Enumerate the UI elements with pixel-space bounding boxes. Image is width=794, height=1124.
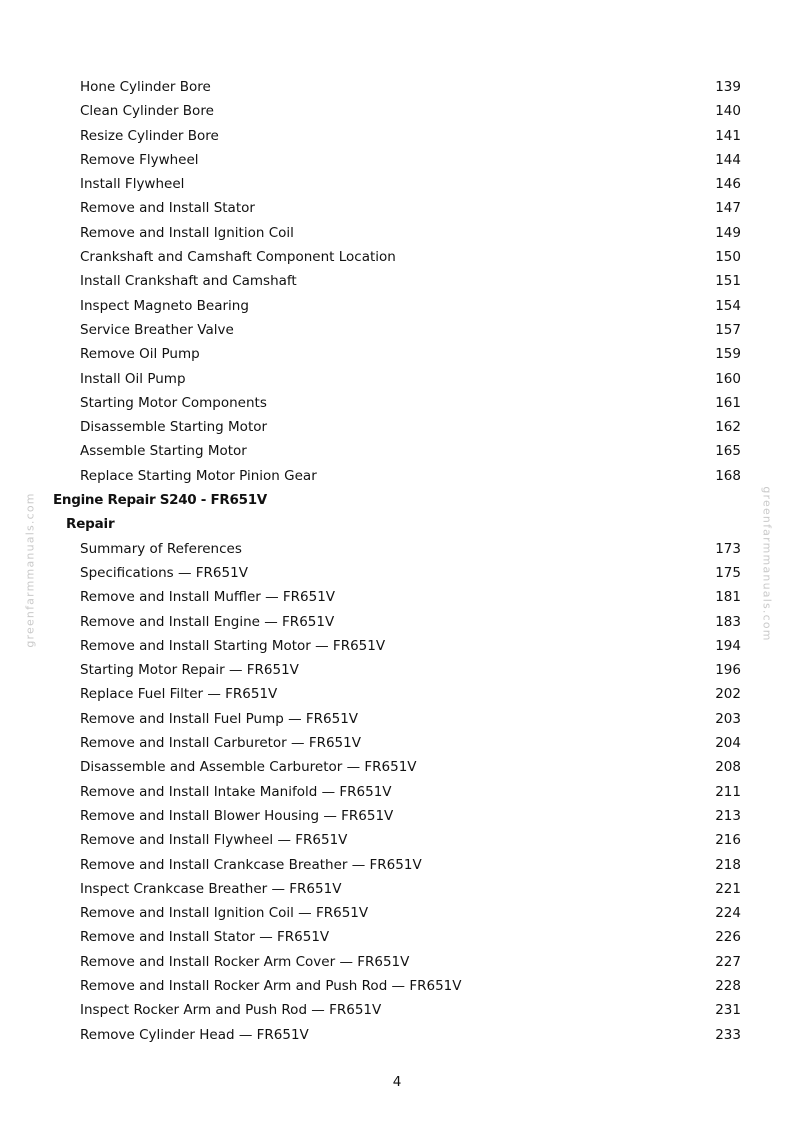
toc-entry-page-number[interactable]: 208 [715, 759, 741, 776]
toc-entry-page-number[interactable]: 157 [715, 321, 741, 338]
toc-entry[interactable] [0, 294, 794, 318]
toc-entry-page-number[interactable]: 160 [715, 370, 741, 387]
toc-entry-title[interactable]: Service Breather Valve [80, 321, 234, 338]
toc-entry-title[interactable]: Remove and Install Ignition Coil — FR651V [80, 905, 369, 922]
toc-entry[interactable] [0, 707, 794, 731]
toc-entry[interactable] [0, 853, 794, 877]
toc-entry[interactable] [0, 804, 794, 828]
watermark-right: greenfarmmanuals.com [760, 486, 774, 642]
toc-entry-title[interactable]: Crankshaft and Camshaft Component Location [80, 249, 396, 266]
toc-entry-title[interactable]: Starting Motor Components [80, 394, 267, 411]
toc-entry-title[interactable]: Remove and Install Muffler — FR651V [80, 589, 336, 606]
toc-entry-title[interactable]: Install Crankshaft and Camshaft [80, 273, 297, 290]
toc-entry-page-number[interactable]: 194 [715, 637, 741, 654]
toc-entry[interactable] [0, 367, 794, 391]
toc-entry[interactable] [0, 1023, 794, 1047]
toc-entry-title[interactable]: Inspect Magneto Bearing [80, 297, 249, 314]
toc-entry-title[interactable]: Remove and Install Stator — FR651V [80, 929, 330, 946]
toc-entry-title[interactable]: Remove and Install Carburetor — FR651V [80, 735, 361, 752]
toc-entry-page-number[interactable]: 218 [715, 856, 741, 873]
toc-entry[interactable] [0, 925, 794, 949]
toc-entry[interactable] [0, 148, 794, 172]
toc-entry-page-number[interactable]: 146 [715, 176, 741, 193]
toc-entry-title[interactable]: Remove and Install Engine — FR651V [80, 613, 335, 630]
toc-entry-page-number[interactable]: 221 [715, 880, 741, 897]
toc-entry-title[interactable]: Remove and Install Intake Manifold — FR651V [80, 783, 392, 800]
toc-entry-page-number[interactable]: 226 [715, 929, 741, 946]
toc-entry-page-number[interactable]: 216 [715, 832, 741, 849]
toc-entry-title[interactable]: Repair [66, 516, 115, 533]
toc-entry[interactable] [0, 196, 794, 220]
toc-entry-page-number[interactable]: 154 [715, 297, 741, 314]
toc-entry-page-number[interactable]: 211 [715, 783, 741, 800]
toc-entry-title[interactable]: Inspect Crankcase Breather — FR651V [80, 880, 342, 897]
toc-entry[interactable] [0, 585, 794, 609]
toc-entry-page-number[interactable]: 181 [715, 589, 741, 606]
toc-entry[interactable] [0, 439, 794, 463]
toc-entry-page-number[interactable]: 161 [715, 394, 741, 411]
toc-entry-page-number[interactable]: 147 [715, 200, 741, 217]
toc-entry[interactable] [0, 537, 794, 561]
toc-entry-page-number[interactable]: 151 [715, 273, 741, 290]
toc-entry-page-number[interactable]: 203 [715, 710, 741, 727]
toc-entry-title[interactable]: Engine Repair S240 - FR651V [53, 492, 267, 509]
toc-entry-title[interactable]: Remove Cylinder Head — FR651V [80, 1026, 309, 1043]
toc-entry[interactable] [0, 75, 794, 99]
toc-entry[interactable] [0, 634, 794, 658]
toc-entry-page-number[interactable]: 224 [715, 905, 741, 922]
toc-entry-page-number[interactable]: 162 [715, 419, 741, 436]
toc-entry-page-number[interactable]: 196 [715, 662, 741, 679]
toc-entry[interactable] [0, 318, 794, 342]
watermark-left: greenfarmmanuals.com [23, 492, 37, 648]
toc-entry-title[interactable]: Hone Cylinder Bore [80, 79, 211, 95]
toc-entry-page-number[interactable]: 227 [715, 953, 741, 970]
toc-entry-page-number[interactable]: 202 [715, 686, 741, 703]
toc-entry-title[interactable]: Remove and Install Stator [80, 200, 255, 217]
toc-entry-title[interactable]: Inspect Rocker Arm and Push Rod — FR651V [80, 1002, 382, 1019]
toc-section-heading[interactable] [0, 512, 794, 536]
toc-entry-page-number[interactable]: 141 [715, 127, 741, 144]
toc-entry[interactable] [0, 828, 794, 852]
toc-entry-page-number[interactable]: 183 [715, 613, 741, 630]
toc-entry-title[interactable]: Install Flywheel [80, 176, 185, 193]
toc-entry-title[interactable]: Remove and Install Ignition Coil [80, 224, 294, 241]
toc-entry[interactable] [0, 415, 794, 439]
toc-entry-title[interactable]: Remove and Install Fuel Pump — FR651V [80, 710, 359, 727]
page-number: 4 [392, 1074, 402, 1090]
toc-entry-title[interactable]: Remove and Install Rocker Arm Cover — FR651V [80, 953, 410, 970]
toc-entry-title[interactable]: Disassemble Starting Motor [80, 419, 268, 436]
toc-chapter-heading[interactable] [0, 488, 794, 512]
toc-entry-page-number[interactable]: 150 [715, 249, 741, 266]
toc-entry-page-number[interactable]: 213 [715, 807, 741, 824]
toc-entry[interactable] [0, 342, 794, 366]
toc-entry-title[interactable]: Assemble Starting Motor [80, 443, 247, 460]
toc-entry-title[interactable]: Replace Starting Motor Pinion Gear [80, 467, 317, 484]
toc-entry-title[interactable]: Resize Cylinder Bore [80, 127, 219, 144]
toc-entry-page-number[interactable]: 204 [715, 735, 741, 752]
toc-entry-title[interactable]: Summary of References [80, 540, 242, 557]
toc-entry[interactable] [0, 682, 794, 706]
toc-entry[interactable] [0, 755, 794, 779]
toc-entry-page-number[interactable]: 139 [715, 79, 741, 95]
toc-entry-page-number[interactable]: 165 [715, 443, 741, 460]
toc-entry-page-number[interactable]: 173 [715, 540, 741, 557]
toc-entry-title[interactable]: Disassemble and Assemble Carburetor — FR651V [80, 759, 417, 776]
toc-entry[interactable] [0, 950, 794, 974]
toc-entry[interactable] [0, 172, 794, 196]
toc-entry-title[interactable]: Remove and Install Starting Motor — FR651V [80, 637, 386, 654]
toc-entry[interactable] [0, 561, 794, 585]
toc-entry-title[interactable]: Install Oil Pump [80, 370, 186, 387]
toc-entry-title[interactable]: Remove and Install Crankcase Breather — FR651V [80, 856, 422, 873]
toc-entry-page-number[interactable]: 233 [715, 1026, 741, 1043]
toc-entry-title[interactable]: Specifications — FR651V [80, 564, 248, 581]
toc-entry-title[interactable]: Remove Oil Pump [80, 346, 200, 363]
toc-entry-title[interactable]: Replace Fuel Filter — FR651V [80, 686, 278, 703]
toc-entry[interactable] [0, 124, 794, 148]
toc-entry-page-number[interactable]: 149 [715, 224, 741, 241]
toc-entry[interactable] [0, 658, 794, 682]
toc-entry[interactable] [0, 974, 794, 998]
toc-entry-title[interactable]: Remove and Install Blower Housing — FR651V [80, 807, 394, 824]
toc-entry[interactable] [0, 269, 794, 293]
toc-entry[interactable] [0, 731, 794, 755]
toc-entry[interactable] [0, 877, 794, 901]
toc-entry-title[interactable]: Clean Cylinder Bore [80, 103, 214, 120]
toc-entry-page-number[interactable]: 228 [715, 977, 741, 994]
toc-entry[interactable] [0, 99, 794, 123]
toc-entry[interactable] [0, 391, 794, 415]
toc-entry-page-number[interactable]: 144 [715, 151, 741, 168]
toc-entry-page-number[interactable]: 231 [715, 1002, 741, 1019]
toc-entry-title[interactable]: Remove and Install Flywheel — FR651V [80, 832, 348, 849]
toc-entry[interactable] [0, 245, 794, 269]
toc-entry[interactable] [0, 780, 794, 804]
toc-entry[interactable] [0, 221, 794, 245]
toc-entry-title[interactable]: Starting Motor Repair — FR651V [80, 662, 299, 679]
toc-entry[interactable] [0, 464, 794, 488]
toc-entry-page-number[interactable]: 175 [715, 564, 741, 581]
toc-entry-title[interactable]: Remove Flywheel [80, 151, 199, 168]
toc-entry[interactable] [0, 998, 794, 1022]
toc-entry-page-number[interactable]: 168 [715, 467, 741, 484]
toc-entry-title[interactable]: Remove and Install Rocker Arm and Push Rod — FR651V [80, 977, 462, 994]
toc-entry-page-number[interactable]: 140 [715, 103, 741, 120]
table-of-contents [0, 75, 794, 1047]
toc-entry[interactable] [0, 901, 794, 925]
toc-entry-page-number[interactable]: 159 [715, 346, 741, 363]
toc-entry[interactable] [0, 610, 794, 634]
